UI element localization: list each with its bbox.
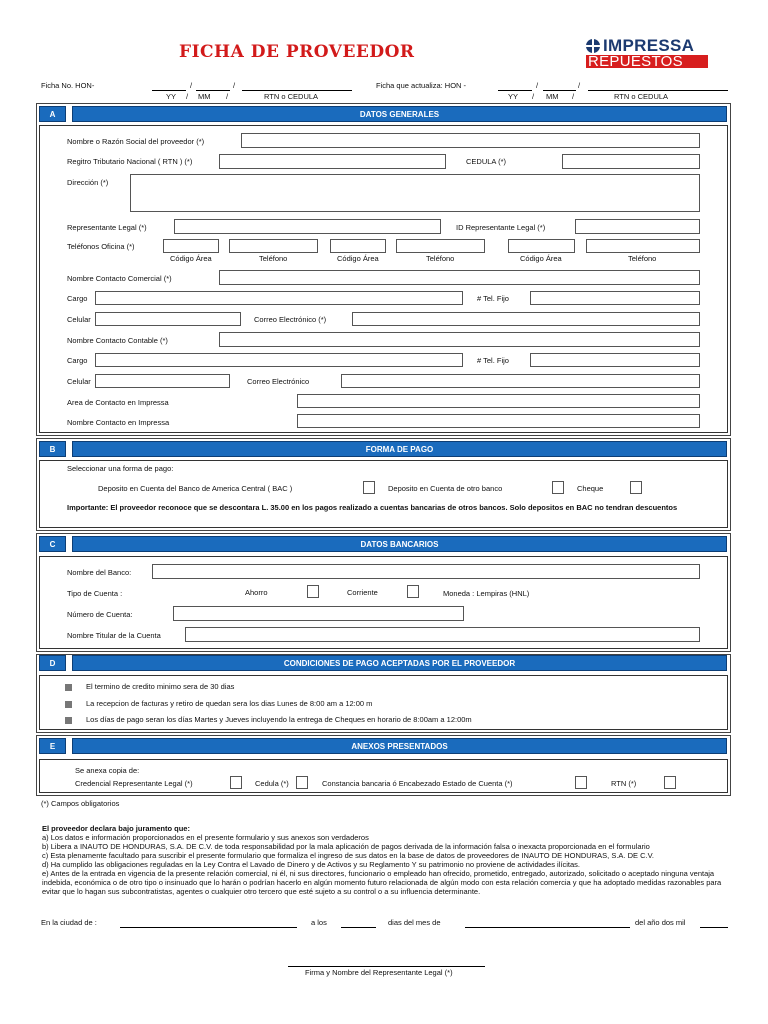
telefono-caption-2: Teléfono xyxy=(426,254,455,263)
actualiza-yy-field[interactable] xyxy=(498,90,532,91)
corriente-label: Corriente xyxy=(347,588,378,597)
contacto-contable-label: Nombre Contacto Contable (*) xyxy=(67,336,168,345)
rtn-anexo-checkbox[interactable] xyxy=(664,776,676,789)
numero-cuenta-input[interactable] xyxy=(173,606,464,621)
declaracion-item-e: e) Antes de la entrada en vigencia de la presente relación comercial, ni él, ni sus directores, funcionario o empleado han ofrecido, prometido, entregado, autorizado, solicitado o aceptado ninguna ventaja indebida, económica o de otro tipo o insinuado que lo harán o podrían hacerlo en algún momento futuro relacionada de algún modo con esta relación comercia y que ha adoptado medidas razonables para evitar que lo hagan sus subcontratistas, agentes o cualquier otro tercero que esté sujeto a su control o a su influencia determinante. xyxy=(42,869,722,896)
celular-comercial-input[interactable] xyxy=(95,312,241,326)
slash: / xyxy=(572,92,575,101)
ficha-actualiza-label: Ficha que actualiza: HON - xyxy=(376,81,467,90)
telefono-input-2[interactable] xyxy=(396,239,485,253)
actualiza-mm-field[interactable] xyxy=(543,90,576,91)
cheque-checkbox[interactable] xyxy=(630,481,642,494)
declaracion-item-d: d) Ha cumplido las obligaciones reguladas en la Ley Contra el Lavado de Dinero y de Activos y su Reglamento Y su patrimonio no proviene de actividades ilícitas. xyxy=(42,860,580,869)
anio-field[interactable] xyxy=(700,927,728,928)
section-c-letter: C xyxy=(39,536,66,552)
tel-fijo-comercial-label: # Tel. Fijo xyxy=(477,294,509,303)
telefono-input-1[interactable] xyxy=(229,239,318,253)
dias-mes-label: dias del mes de xyxy=(388,918,441,927)
cargo-comercial-input[interactable] xyxy=(95,291,463,305)
direccion-input[interactable] xyxy=(130,174,700,212)
correo-comercial-label: Correo Electrónico (*) xyxy=(254,315,327,324)
bullet-icon xyxy=(65,701,72,708)
condicion-item: El termino de credito minimo sera de 30 dias xyxy=(86,682,235,691)
codigo-area-caption-2: Código Área xyxy=(337,254,379,263)
cheque-label: Cheque xyxy=(577,484,604,493)
ficha-yy-field[interactable] xyxy=(152,90,186,91)
section-d-title: CONDICIONES DE PAGO ACEPTADAS POR EL PROVEEDOR xyxy=(72,655,727,671)
credencial-checkbox[interactable] xyxy=(230,776,242,789)
contacto-contable-input[interactable] xyxy=(219,332,700,347)
cargo-contable-input[interactable] xyxy=(95,353,463,367)
banco-label: Nombre del Banco: xyxy=(67,568,132,577)
section-a-title: DATOS GENERALES xyxy=(72,106,727,122)
otro-banco-label: Deposito en Cuenta de otro banco xyxy=(388,484,503,493)
declaracion-item-b: b) Libera a INAUTO DE HONDURAS, S.A. DE C.V. de toda responsabilidad por la mala aplicación de pagos derivada de la información falsa o inexacta proporcionada en el formulario xyxy=(42,842,650,851)
rtn-caption: RTN o CEDULA xyxy=(614,92,669,101)
anexa-copia-label: Se anexa copia de: xyxy=(75,766,140,775)
celular-contable-input[interactable] xyxy=(95,374,230,388)
seleccionar-label: Seleccionar una forma de pago: xyxy=(67,464,174,473)
area-contacto-input[interactable] xyxy=(297,394,700,408)
telefono-caption-3: Teléfono xyxy=(628,254,657,263)
slash: / xyxy=(532,92,535,101)
page-title: FICHA DE PROVEEDOR xyxy=(179,42,415,62)
numero-cuenta-label: Número de Cuenta: xyxy=(67,610,133,619)
bac-label: Deposito en Cuenta del Banco de America Central ( BAC ) xyxy=(98,484,293,493)
ciudad-field[interactable] xyxy=(120,927,297,928)
campos-obligatorios-note: (*) Campos obligatorios xyxy=(41,799,120,808)
titular-label: Nombre Titular de la Cuenta xyxy=(67,631,161,640)
condicion-item: Los días de pago seran los días Martes y Jueves incluyendo la entrega de Cheques en horario de 8:00am a 12:00m xyxy=(86,715,472,724)
cedula-anexo-label: Cedula (*) xyxy=(255,779,289,788)
codigo-area-caption-1: Código Área xyxy=(170,254,212,263)
declaracion-heading: El proveedor declara bajo juramento que: xyxy=(42,824,190,833)
cedula-input[interactable] xyxy=(562,154,700,169)
anio-label: del año dos mil xyxy=(635,918,686,927)
codigo-area-input-2[interactable] xyxy=(330,239,386,253)
bac-checkbox[interactable] xyxy=(363,481,375,494)
area-contacto-label: Area de Contacto en Impressa xyxy=(67,398,169,407)
cargo-comercial-label: Cargo xyxy=(67,294,88,303)
dia-field[interactable] xyxy=(341,927,376,928)
ficha-mm-field[interactable] xyxy=(196,90,230,91)
nombre-contacto-label: Nombre Contacto en Impressa xyxy=(67,418,170,427)
corriente-checkbox[interactable] xyxy=(407,585,419,598)
tipo-cuenta-label: Tipo de Cuenta : xyxy=(67,589,123,598)
celular-comercial-label: Celular xyxy=(67,315,91,324)
rtn-label: Regitro Tributario Nacional ( RTN ) (*) xyxy=(67,157,193,166)
cargo-contable-label: Cargo xyxy=(67,356,88,365)
section-e-letter: E xyxy=(39,738,66,754)
slash: / xyxy=(190,81,193,90)
logo-text-bottom: REPUESTOS xyxy=(586,55,708,68)
yy-caption: YY xyxy=(508,92,519,101)
slash: / xyxy=(536,81,539,90)
rep-legal-input[interactable] xyxy=(174,219,441,234)
firma-label: Firma y Nombre del Representante Legal (*) xyxy=(305,968,453,977)
rtn-caption: RTN o CEDULA xyxy=(264,92,319,101)
bullet-icon xyxy=(65,717,72,724)
codigo-area-input-1[interactable] xyxy=(163,239,219,253)
direccion-label: Dirección (*) xyxy=(67,178,109,187)
logo-text-top: IMPRESSA xyxy=(603,36,695,55)
mm-caption: MM xyxy=(198,92,211,101)
ficha-rtn-field[interactable] xyxy=(242,90,352,91)
telefono-caption-1: Teléfono xyxy=(259,254,288,263)
section-b-letter: B xyxy=(39,441,66,457)
id-rep-label: ID Representante Legal (*) xyxy=(456,223,546,232)
banco-input[interactable] xyxy=(152,564,700,579)
bullet-icon xyxy=(65,684,72,691)
rtn-input[interactable] xyxy=(219,154,446,169)
rtn-anexo-label: RTN (*) xyxy=(611,779,637,788)
firma-field[interactable] xyxy=(288,966,485,967)
contacto-comercial-label: Nombre Contacto Comercial (*) xyxy=(67,274,172,283)
yy-caption: YY xyxy=(166,92,177,101)
correo-contable-label: Correo Electrónico xyxy=(247,377,310,386)
condicion-item: La recepcion de facturas y retiro de quedan sera los dias Lunes de 8:00 am a 12:00 m xyxy=(86,699,373,708)
ciudad-label: En la ciudad de : xyxy=(41,918,97,927)
declaracion-item-a: a) Los datos e información proporcionados en el presente formulario y sus anexos son verdaderos xyxy=(42,833,369,842)
slash: / xyxy=(226,92,229,101)
slash: / xyxy=(578,81,581,90)
telefono-input-3[interactable] xyxy=(586,239,700,253)
section-d-letter: D xyxy=(39,655,66,671)
nombre-contacto-input[interactable] xyxy=(297,414,700,428)
tel-fijo-contable-input[interactable] xyxy=(530,353,700,367)
ficha-no-label: Ficha No. HON- xyxy=(41,81,95,90)
otro-banco-checkbox[interactable] xyxy=(552,481,564,494)
mm-caption: MM xyxy=(546,92,559,101)
correo-comercial-input[interactable] xyxy=(352,312,700,326)
cedula-anexo-checkbox[interactable] xyxy=(296,776,308,789)
ahorro-label: Ahorro xyxy=(245,588,268,597)
actualiza-rtn-field[interactable] xyxy=(588,90,728,91)
titular-input[interactable] xyxy=(185,627,700,642)
mes-field[interactable] xyxy=(465,927,630,928)
globe-icon xyxy=(586,39,600,53)
id-rep-input[interactable] xyxy=(575,219,700,234)
credencial-label: Credencial Representante Legal (*) xyxy=(75,779,193,788)
slash: / xyxy=(233,81,236,90)
rep-legal-label: Representante Legal (*) xyxy=(67,223,147,232)
declaracion-item-c: c) Esta plenamente facultado para suscribir el presente formulario que formaliza el ingreso de sus datos en la base de datos de proveedores de INAUTO DE HONDURAS, S.A. DE C.V. xyxy=(42,851,654,860)
importante-note: Importante: El proveedor reconoce que se descontara L. 35.00 en los pagos realizado a cuentas bancarias de otros bancos. Solo depositos en BAC no tendran descuentos xyxy=(67,503,678,512)
constancia-checkbox[interactable] xyxy=(575,776,587,789)
section-c-title: DATOS BANCARIOS xyxy=(72,536,727,552)
contacto-comercial-input[interactable] xyxy=(219,270,700,285)
celular-contable-label: Celular xyxy=(67,377,91,386)
a-los-label: a los xyxy=(311,918,327,927)
section-e-title: ANEXOS PRESENTADOS xyxy=(72,738,727,754)
constancia-label: Constancia bancaria ó Encabezado Estado de Cuenta (*) xyxy=(322,779,513,788)
codigo-area-input-3[interactable] xyxy=(508,239,575,253)
moneda-label: Moneda : Lempiras (HNL) xyxy=(443,589,530,598)
nombre-input[interactable] xyxy=(241,133,700,148)
company-logo xyxy=(586,37,726,71)
section-b-title: FORMA DE PAGO xyxy=(72,441,727,457)
tel-fijo-comercial-input[interactable] xyxy=(530,291,700,305)
slash: / xyxy=(186,92,189,101)
tel-fijo-contable-label: # Tel. Fijo xyxy=(477,356,509,365)
correo-contable-input[interactable] xyxy=(341,374,700,388)
telefonos-label: Teléfonos Oficina (*) xyxy=(67,242,135,251)
codigo-area-caption-3: Código Área xyxy=(520,254,562,263)
ahorro-checkbox[interactable] xyxy=(307,585,319,598)
nombre-label: Nombre o Razón Social del proveedor (*) xyxy=(67,137,205,146)
cedula-label: CEDULA (*) xyxy=(466,157,507,166)
section-a-letter: A xyxy=(39,106,66,122)
